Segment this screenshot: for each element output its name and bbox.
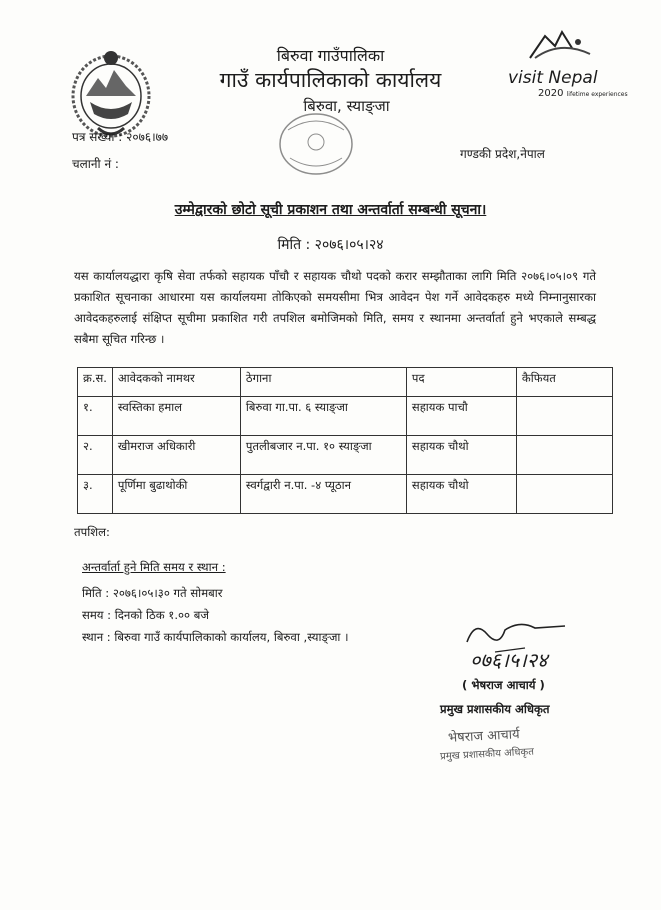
candidate-table <box>77 367 613 514</box>
tapashil-label: तपशिल: <box>74 525 110 539</box>
cell-address: पुतलीबजार न.पा. १० स्याङ्जा <box>240 436 406 475</box>
table-header-row <box>78 368 613 397</box>
notice-date: मिति : २०७६।०५।२४ <box>277 237 384 253</box>
cell-address: बिरुवा गा.पा. ६ स्याङ्जा <box>240 397 406 436</box>
interview-time: समय : दिनको ठिक १.०० बजे <box>82 608 209 622</box>
office-name-line2: गाउँ कार्यपालिकाको कार्यालय <box>219 68 442 92</box>
cell-name: खीमराज अधिकारी <box>112 436 240 475</box>
table-row <box>78 475 613 514</box>
table-row <box>78 397 613 436</box>
cell-remarks <box>516 475 612 514</box>
notice-body: यस कार्यालयद्धारा कृषि सेवा तर्फको सहायक पाँचौ र सहायक चौथो पदको करार सम्झौताका लागि मिति २०७६।०५।०९ गते प्रकाशित सूचनाका आधारमा यस कार्यालयमा तोकिएको समयसीमा भित्र आवेदन पेश गर्ने आवेदकहरु मध्ये निम्नानुसारका आवेदकहरुलाई संक्षिप्त सूचीमा प्रकाशित गरी तपशिल बमोजिमको मिति, समय र स्थानमा अन्तर्वार्ता हुने भएकाले सम्बद्ध सबैमा सूचित गरिन्छ । <box>74 269 596 346</box>
header-address: ठेगाना <box>240 368 406 397</box>
notice-title: उम्मेद्वारको छोटो सूची प्रकाशन तथा अन्तर्वार्ता सम्बन्धी सूचना। <box>174 202 487 218</box>
cell-remarks <box>516 436 612 475</box>
signature-date: ०७६।५।२४ <box>470 648 548 672</box>
cell-serial: ३. <box>78 475 113 514</box>
cell-address: स्वर्गद्वारी न.पा. -४ प्यूठान <box>240 475 406 514</box>
interview-heading: अन्तर्वार्ता हुने मिति समय र स्थान : <box>82 560 226 574</box>
interview-place: स्थान : बिरुवा गाउँ कार्यपालिकाको कार्यालय, बिरुवा ,स्याङ्जा । <box>82 630 349 644</box>
visit-nepal-tagline: lifetime experiences <box>566 91 628 98</box>
cell-name: स्वस्तिका हमाल <box>112 397 240 436</box>
cell-post: सहायक पाचौ <box>406 397 516 436</box>
signatory-name: ( भेषराज आचार्य ) <box>462 678 545 692</box>
visit-nepal-text: visit Nepal <box>508 68 598 88</box>
name-stamp: भेषराज आचार्य <box>447 727 521 746</box>
visit-nepal-year: 2020 <box>538 88 564 99</box>
header-remarks: कैफियत <box>516 368 612 397</box>
header-post: पद <box>406 368 516 397</box>
cell-post: सहायक चौथो <box>406 475 516 514</box>
header-serial: क्र.स. <box>78 368 113 397</box>
table-row <box>78 436 613 475</box>
office-name-line3: बिरुवा, स्याङ्जा <box>303 97 390 115</box>
letter-number: पत्र सख्या : २०७६।७७ <box>72 130 169 144</box>
cell-post: सहायक चौथो <box>406 436 516 475</box>
office-stamp <box>268 108 364 188</box>
signatory-designation: प्रमुख प्रशासकीय अधिकृत <box>440 702 550 716</box>
cell-serial: २. <box>78 436 113 475</box>
cell-serial: १. <box>78 397 113 436</box>
office-name-line1: बिरुवा गाउँपालिका <box>276 46 385 65</box>
header-name: आवेदकको नामथर <box>112 368 240 397</box>
dispatch-number: चलानी नं : <box>72 157 119 171</box>
designation-stamp: प्रमुख प्रशासकीय अधिकृत <box>439 746 535 763</box>
cell-remarks <box>516 397 612 436</box>
cell-name: पूर्णिमा बुढाथोकी <box>112 475 240 514</box>
province-label: गण्डकी प्रदेश,नेपाल <box>460 147 545 161</box>
interview-date: मिति : २०७६।०५।३० गते सोमबार <box>82 586 223 600</box>
